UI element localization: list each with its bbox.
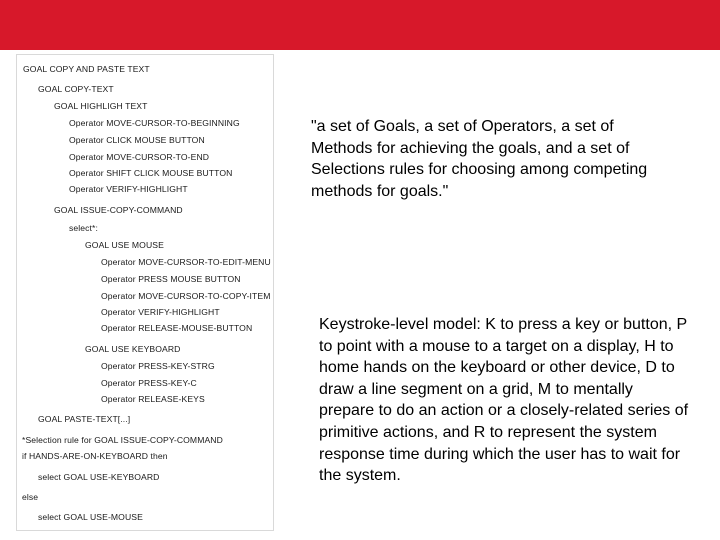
goms-line: GOAL COPY AND PASTE TEXT (23, 64, 150, 74)
goms-line: *Selection rule for GOAL ISSUE-COPY-COMMAND (22, 435, 223, 445)
goms-line: GOAL HIGHLIGH TEXT (54, 101, 148, 111)
klm-description: Keystroke-level model: K to press a key or button, P to point with a mouse to a target on a display, H to home hands on the keyboard or other device, D to draw a line segment on a grid, M to mentally prepare to do an action or a closely-related series of primitive actions, and R to represent the system response time during which the user has to wait for the system. (319, 316, 689, 485)
goms-line: GOAL USE KEYBOARD (85, 344, 181, 354)
goms-line: GOAL COPY-TEXT (38, 84, 114, 94)
goms-line: GOAL ISSUE-COPY-COMMAND (54, 205, 183, 215)
goms-example-panel (16, 54, 274, 531)
goms-line: Operator PRESS MOUSE BUTTON (101, 274, 241, 284)
goms-line: select*: (69, 223, 98, 233)
goms-line: Operator CLICK MOUSE BUTTON (69, 135, 205, 145)
goms-line: Operator PRESS-KEY-C (101, 378, 197, 388)
header-bar (0, 0, 720, 50)
goms-line: GOAL PASTE-TEXT[...] (38, 414, 131, 424)
goms-line: Operator SHIFT CLICK MOUSE BUTTON (69, 168, 233, 178)
goms-line: Operator RELEASE-MOUSE-BUTTON (101, 323, 253, 333)
goms-line: Operator MOVE-CURSOR-TO-COPY-ITEM (101, 291, 271, 301)
goms-line: Operator VERIFY-HIGHLIGHT (101, 307, 220, 317)
goms-line: else (22, 492, 39, 502)
goms-line: Operator RELEASE-KEYS (101, 394, 205, 404)
goms-line: Operator MOVE-CURSOR-TO-END (69, 152, 210, 162)
goms-line: GOAL USE MOUSE (85, 240, 164, 250)
goms-line: Operator VERIFY-HIGHLIGHT (69, 184, 188, 194)
goms-definition-quote: "a set of Goals, a set of Operators, a set of Methods for achieving the goals, and a set of Selections rules for choosing among competing methods for goals." (311, 118, 648, 200)
goms-line: if HANDS-ARE-ON-KEYBOARD then (22, 451, 168, 461)
goms-line: select GOAL USE-MOUSE (38, 512, 143, 522)
goms-line: select GOAL USE-KEYBOARD (38, 472, 160, 482)
goms-line: Operator MOVE-CURSOR-TO-EDIT-MENU (101, 257, 271, 267)
goms-line: Operator MOVE-CURSOR-TO-BEGINNING (69, 118, 240, 128)
goms-line: Operator PRESS-KEY-STRG (101, 361, 215, 371)
